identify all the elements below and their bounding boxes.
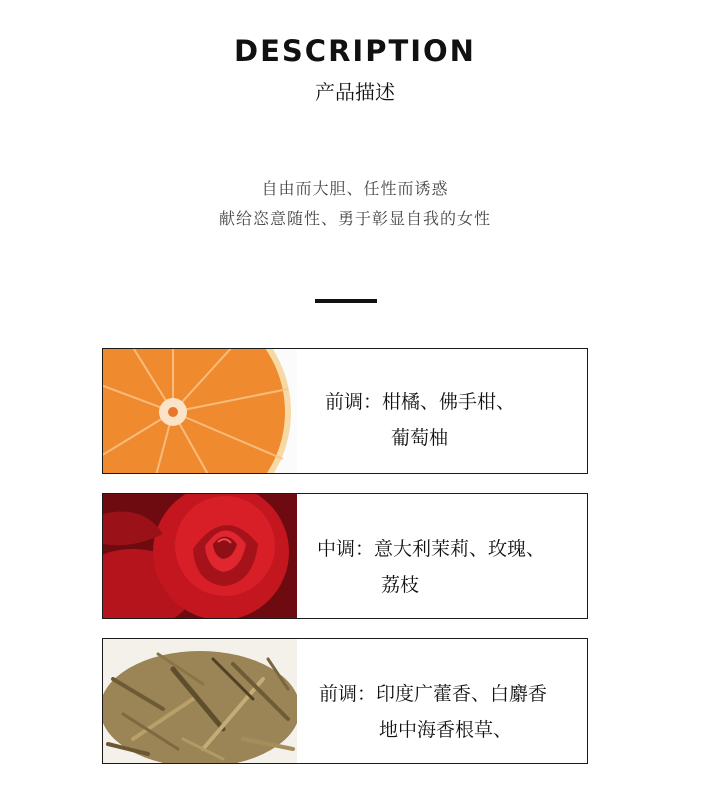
tagline-line-2: 献给恣意随性、勇于彰显自我的女性 — [218, 209, 491, 228]
note-card-top — [102, 348, 588, 474]
middle-notes-line-2: 荔枝 — [381, 574, 420, 596]
tagline-line-1: 自由而大胆、任性而诱惑 — [261, 179, 449, 198]
base-notes-line-1: 前调：印度广藿香、白麝香 — [319, 683, 548, 705]
rose-image — [103, 494, 297, 618]
section-divider — [315, 299, 377, 303]
description-title: DESCRIPTION — [234, 34, 476, 68]
top-notes-line-2: 葡萄柚 — [391, 427, 449, 449]
base-notes-line-2: 地中海香根草、 — [379, 719, 513, 741]
description-subtitle: 产品描述 — [315, 80, 395, 104]
note-card-base — [102, 638, 588, 764]
herbs-image — [103, 639, 297, 763]
grapefruit-image — [103, 349, 297, 473]
middle-notes-line-1: 中调：意大利茉莉、玫瑰、 — [317, 538, 546, 560]
top-notes-line-1: 前调：柑橘、佛手柑、 — [325, 391, 516, 413]
note-card-middle — [102, 493, 588, 619]
